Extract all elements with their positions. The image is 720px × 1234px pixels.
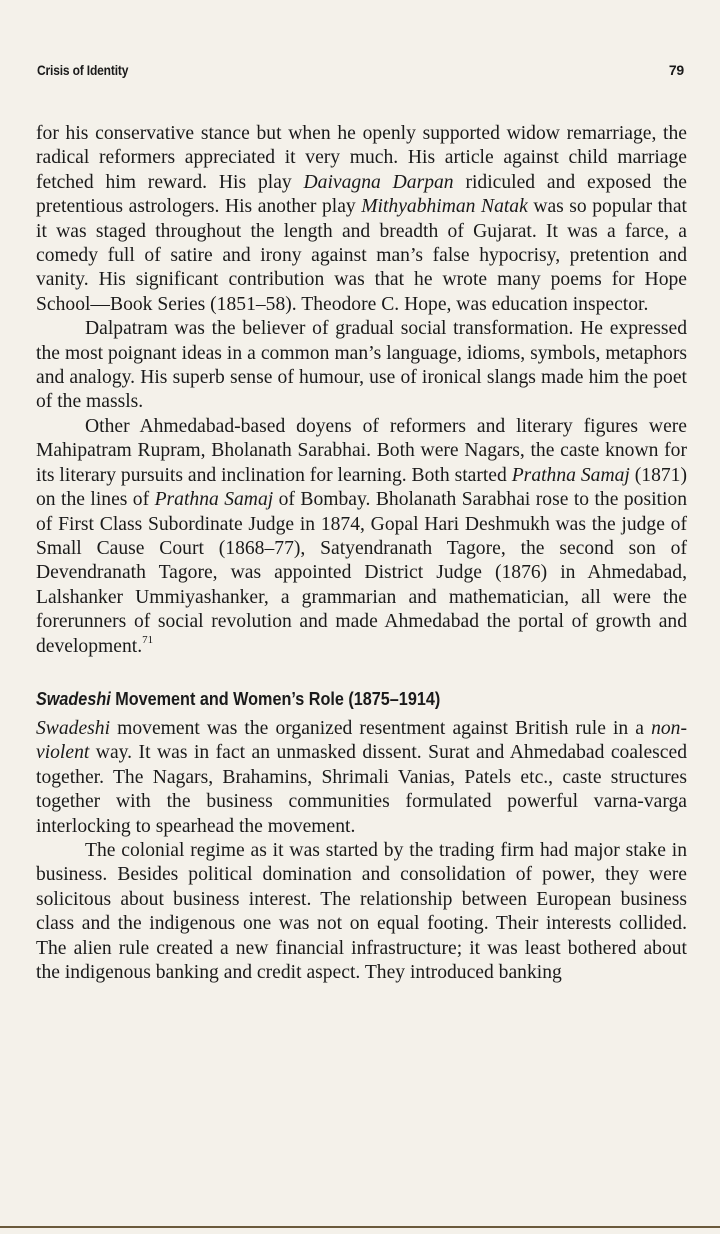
text-run: Dalpatram was the believer of gradual social transformation. He expressed the most poignant ideas in a common man’s language, idioms, symbols, metaphors and analogy. His superb sense of humour, use of ironical slangs made him the poet of the massls. bbox=[36, 318, 687, 413]
text-run: Other Ahmedabad-based doyens of reformers and literary figures were Mahipatram Rupram, Bholanath Sarabhai. Both were Nagars, the caste known for its literary pursuits and inclination for learning. Both started bbox=[36, 415, 687, 486]
text-run: The colonial regime as it was started by the trading firm had major stake in business. Besides political domination and consolidation of power, they were solicitous about business interest. The relationship between European business class and the indigenous one was not on equal footing. Their interests collided. The alien rule created a new financial infrastructure; it was least bothered about the indigenous banking and credit aspect. They introduced banking bbox=[36, 839, 687, 983]
text-run: movement was the organized resentment against British rule in a bbox=[110, 717, 652, 739]
paragraph bbox=[36, 839, 687, 985]
italic-text: Prathna Samaj bbox=[511, 464, 630, 486]
text-run: ridiculed and exposed the pretentious astrologers. His another play bbox=[36, 171, 688, 218]
section-heading bbox=[36, 687, 622, 711]
italic-text: Swadeshi bbox=[36, 717, 111, 739]
body-text bbox=[36, 122, 687, 985]
running-head-title: Crisis of Identity bbox=[37, 62, 129, 78]
text-run: was so popular that it was staged throughout the length and breadth of Gujarat. It was a farce, a comedy full of satire and irony against man’s false hypocrisy, pretention and vanity. His significant contribution was that he wrote many poems for Hope School—Book Series (1851–58). Theodore C. Hope, was education inspector. bbox=[36, 196, 687, 315]
italic-text: Prathna Samaj bbox=[154, 489, 274, 511]
italic-text: Mithyabhiman Natak bbox=[361, 196, 528, 218]
paragraph bbox=[36, 317, 687, 415]
section-heading-italic: Swadeshi bbox=[36, 688, 111, 709]
text-run: for his conservative stance but when he openly supported widow remarriage, the radical reformers appreciated it very much. His article against child marriage fetched him reward. His play bbox=[36, 123, 687, 193]
italic-text: Daivagna Darpan bbox=[303, 171, 454, 193]
text-run: (1871) on the lines of bbox=[36, 464, 687, 511]
text-run: way. It was in fact an unmasked dissent. Surat and Ahmedabad coalesced together. The Nagars, Brahamins, Shrimali Vanias, Patels etc., caste structures together with the business communities formulated powerful varna-varga interlocking to spearhead the movement. bbox=[36, 742, 687, 837]
paragraphs-after-heading bbox=[36, 717, 687, 985]
paragraph bbox=[36, 415, 687, 659]
footnote-ref: 71 bbox=[142, 634, 154, 646]
paragraph bbox=[36, 717, 687, 839]
text-run: of Bombay. Bholanath Sarabhai rose to the position of First Class Subordinate Judge in 1874, Gopal Hari Deshmukh was the judge of Small Cause Court (1868–77), Satyendranath Tagore, the second son of Devendranath Tagore, was appointed District Judge (1876) in Ahmedabad, Lalshanker Ummiyashanker, a grammarian and mathematician, all were the forerunners of social revolution and made Ahmedabad the portal of growth and development. bbox=[36, 489, 687, 657]
page-number: 79 bbox=[668, 62, 684, 78]
running-head bbox=[37, 62, 684, 82]
page-edge-rule bbox=[0, 1226, 720, 1228]
paragraphs-before-heading bbox=[36, 122, 687, 659]
paragraph bbox=[36, 122, 687, 317]
italic-text: non-violent bbox=[36, 717, 687, 764]
section-heading-rest: Movement and Women’s Role (1875–1914) bbox=[110, 688, 441, 709]
